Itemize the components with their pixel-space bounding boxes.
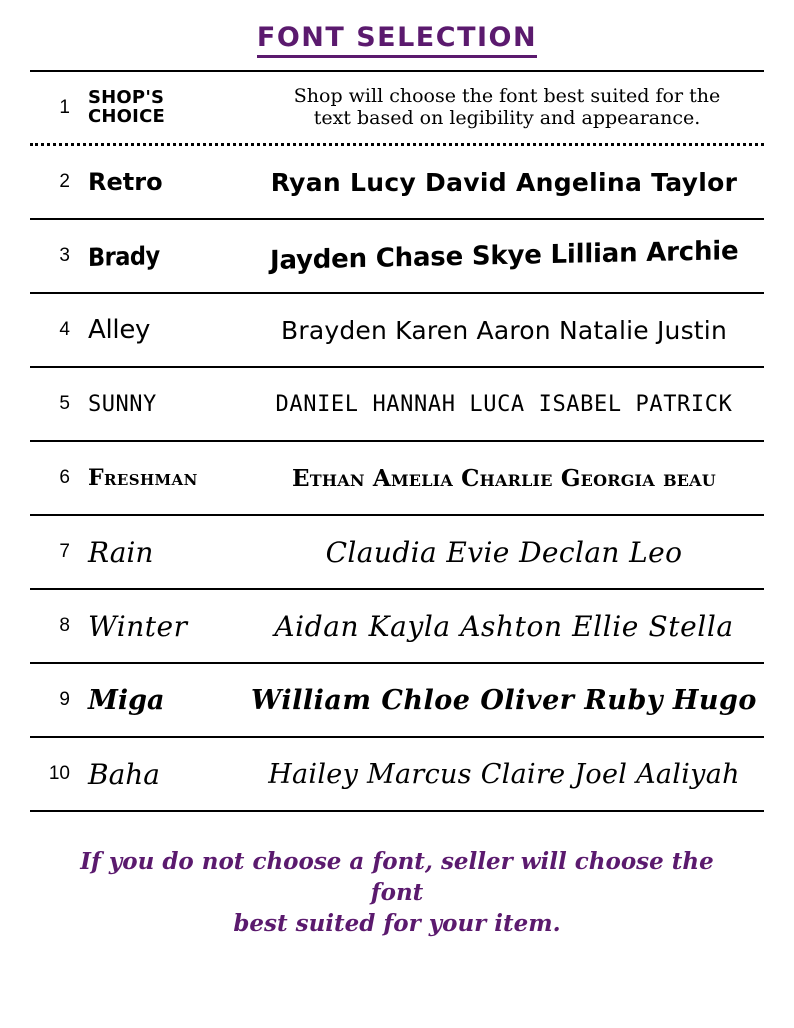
font-name-label: Miga [88, 684, 165, 716]
font-sample [250, 610, 764, 643]
row-number: 2 [59, 171, 70, 192]
font-name [80, 465, 250, 491]
table-row[interactable] [30, 72, 764, 146]
font-name [80, 685, 250, 716]
font-name-label: Rain [88, 535, 154, 569]
font-sample-text: Ryan Lucy David Angelina Taylor [270, 167, 738, 197]
font-name [80, 610, 250, 643]
row-number: 5 [59, 393, 70, 414]
table-row[interactable] [30, 442, 764, 516]
font-name-label: Winter [88, 609, 188, 643]
font-name [80, 168, 250, 196]
font-sample-text: DANIEL HANNAH LUCA ISABEL PATRICK [275, 391, 733, 417]
font-name-label: Freshman [88, 465, 198, 491]
footer-note [20, 812, 774, 939]
table-row[interactable] [30, 590, 764, 664]
footer-note-line-1: If you do not choose a font, seller will choose the font [80, 848, 714, 907]
table-row[interactable] [30, 220, 764, 294]
font-name [80, 242, 250, 271]
font-name-label: SUNNY [88, 391, 157, 417]
table-row[interactable] [30, 146, 764, 220]
font-sample [250, 685, 764, 716]
table-row[interactable] [30, 738, 764, 812]
table-row[interactable] [30, 664, 764, 738]
font-sample [250, 236, 764, 276]
font-sample-text: Claudia Evie Declan Leo [325, 535, 683, 569]
table-row[interactable] [30, 516, 764, 590]
font-sample [250, 316, 764, 345]
font-name [80, 315, 250, 345]
row-number: 4 [59, 319, 70, 340]
row-number: 1 [59, 96, 70, 118]
font-name [80, 758, 250, 791]
font-sample [250, 86, 764, 130]
font-sample-text: William Chloe Oliver Ruby Hugo [251, 684, 757, 716]
font-name-label: Retro [88, 168, 163, 196]
row-number: 10 [48, 763, 70, 784]
row-number: 3 [59, 245, 70, 266]
font-sample-text: Brayden Karen Aaron Natalie Justin [281, 315, 727, 345]
font-sample [250, 536, 764, 569]
table-row[interactable] [30, 294, 764, 368]
font-name-label: Alley [88, 315, 151, 345]
row-number: 6 [59, 467, 70, 488]
font-sample-line-2: text based on legibility and appearance. [313, 106, 701, 129]
font-sample-line-1: Shop will choose the font best suited for the [293, 84, 721, 107]
footer-note-line-2: best suited for your item. [233, 910, 561, 938]
font-options-table [30, 70, 764, 812]
font-sample-text: Jayden Chase Skye Lillian Archie [269, 236, 739, 276]
font-name [80, 86, 250, 127]
font-sample-text: Ethan Amelia Charlie Georgia beau [292, 464, 716, 492]
font-name-label: Baha [88, 757, 160, 791]
font-sample-text: Hailey Marcus Claire Joel Aaliyah [268, 758, 740, 790]
page-title: FONT SELECTION [257, 22, 537, 58]
row-number: 8 [59, 615, 70, 636]
page-title-container [20, 0, 774, 70]
font-sample [250, 392, 764, 417]
row-number: 9 [59, 689, 70, 710]
font-sample-text: Aidan Kayla Ashton Ellie Stella [274, 609, 734, 643]
font-name [80, 392, 250, 417]
font-sample [250, 465, 764, 492]
row-number: 7 [59, 541, 70, 562]
font-name-line-1: SHOP'S [88, 86, 165, 108]
font-name-line-2: CHOICE [88, 105, 165, 127]
font-sample [250, 168, 764, 197]
font-name [80, 536, 250, 569]
font-sample [250, 759, 764, 790]
font-name-label: Brady [88, 240, 160, 272]
table-row[interactable] [30, 368, 764, 442]
